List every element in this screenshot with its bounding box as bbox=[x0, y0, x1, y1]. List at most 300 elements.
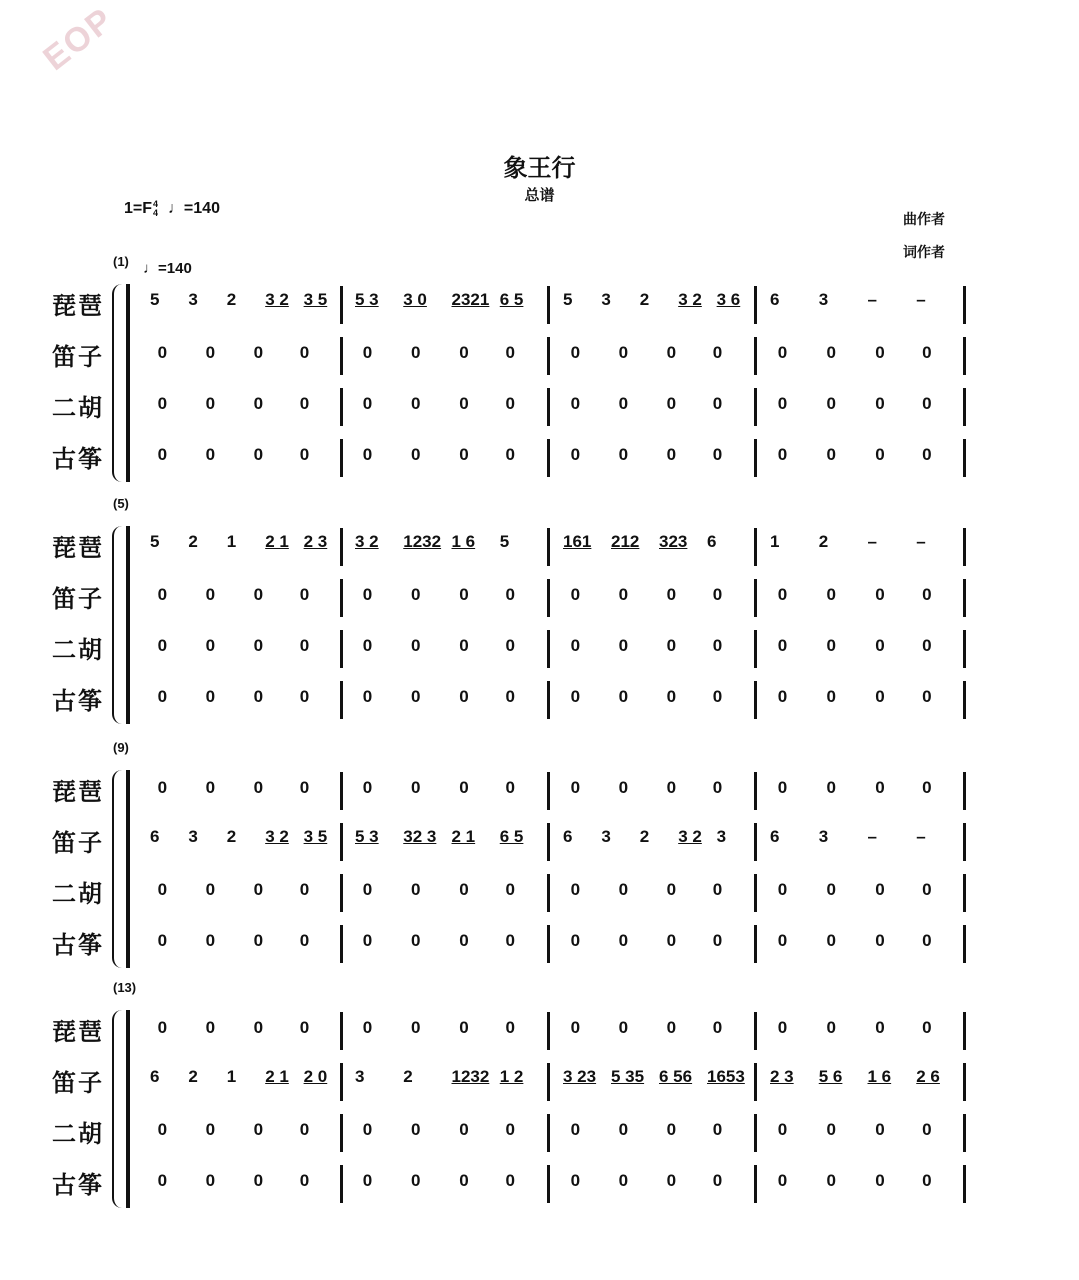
rest-note: 0 bbox=[570, 1018, 581, 1037]
barline bbox=[547, 925, 550, 963]
barline bbox=[547, 337, 550, 375]
rest-note: 0 bbox=[875, 931, 885, 950]
note: 323 bbox=[659, 532, 688, 551]
rest-note: 0 bbox=[666, 445, 677, 464]
rest-note: 0 bbox=[505, 1120, 515, 1139]
rest-note: 0 bbox=[618, 1018, 629, 1037]
rest-note: 0 bbox=[777, 931, 788, 950]
rest-note: 0 bbox=[712, 585, 723, 604]
note: – bbox=[867, 290, 877, 309]
rest-note: 0 bbox=[875, 1018, 885, 1037]
barline bbox=[754, 439, 757, 477]
instrument-label: 古筝 bbox=[52, 1170, 104, 1199]
rest-note: 0 bbox=[205, 636, 216, 655]
rest-note: 0 bbox=[157, 394, 168, 413]
barline bbox=[754, 1114, 757, 1152]
rest-note: 0 bbox=[253, 1171, 264, 1190]
instrument-label: 琵琶 bbox=[52, 533, 104, 562]
rest-note: 0 bbox=[777, 1171, 788, 1190]
rest-note: 0 bbox=[618, 585, 629, 604]
tempo-mark: ♩=140 bbox=[143, 260, 192, 277]
rest-note: 0 bbox=[666, 1171, 677, 1190]
barline bbox=[340, 925, 343, 963]
rest-note: 0 bbox=[570, 1120, 581, 1139]
barline bbox=[340, 388, 343, 426]
note: 3 2 bbox=[355, 532, 379, 551]
barline bbox=[547, 439, 550, 477]
rest-note: 0 bbox=[459, 687, 469, 706]
rest-note: 0 bbox=[505, 636, 515, 655]
note: 2 bbox=[818, 532, 829, 551]
rest-note: 0 bbox=[205, 687, 216, 706]
instrument-label: 笛子 bbox=[52, 828, 104, 857]
barline bbox=[547, 681, 550, 719]
rest-note: 0 bbox=[666, 343, 677, 362]
note: 6 bbox=[563, 827, 573, 846]
barline bbox=[547, 823, 550, 861]
note: 6 bbox=[770, 290, 780, 309]
rest-note: 0 bbox=[299, 880, 310, 899]
rest-note: 0 bbox=[618, 687, 629, 706]
barline bbox=[340, 579, 343, 617]
rest-note: 0 bbox=[205, 585, 216, 604]
rest-note: 0 bbox=[712, 687, 723, 706]
rest-note: 0 bbox=[410, 687, 421, 706]
barline bbox=[754, 388, 757, 426]
rest-note: 0 bbox=[570, 931, 581, 950]
rest-note: 0 bbox=[410, 880, 421, 899]
note: 3 23 bbox=[563, 1067, 597, 1086]
rest-note: 0 bbox=[362, 394, 373, 413]
barline bbox=[340, 772, 343, 810]
note: 2 1 bbox=[265, 532, 289, 551]
barline bbox=[340, 1063, 343, 1101]
barline bbox=[340, 286, 343, 324]
rest-note: 0 bbox=[299, 931, 310, 950]
barline bbox=[547, 630, 550, 668]
barline bbox=[963, 439, 966, 477]
rest-note: 0 bbox=[777, 343, 788, 362]
barline bbox=[963, 388, 966, 426]
rest-note: 0 bbox=[362, 1018, 373, 1037]
rest-note: 0 bbox=[157, 931, 168, 950]
rest-note: 0 bbox=[922, 778, 932, 797]
rest-note: 0 bbox=[570, 636, 581, 655]
note: 1653 bbox=[707, 1067, 745, 1086]
note: 6 5 bbox=[499, 827, 524, 846]
rest-note: 0 bbox=[826, 1120, 837, 1139]
note: 6 bbox=[707, 532, 717, 551]
rest-note: 0 bbox=[253, 343, 264, 362]
note: 2321 bbox=[451, 290, 490, 309]
note: – bbox=[916, 532, 926, 551]
rest-note: 0 bbox=[875, 394, 885, 413]
barline bbox=[754, 1012, 757, 1050]
rest-note: 0 bbox=[826, 394, 837, 413]
rest-note: 0 bbox=[505, 445, 515, 464]
rest-note: 0 bbox=[618, 1120, 629, 1139]
instrument-label: 二胡 bbox=[52, 879, 104, 908]
note: 3 bbox=[188, 827, 198, 846]
note: 5 bbox=[563, 290, 573, 309]
rest-note: 0 bbox=[362, 1171, 373, 1190]
rest-note: 0 bbox=[505, 585, 515, 604]
note: 6 56 bbox=[659, 1067, 693, 1086]
rest-note: 0 bbox=[826, 445, 837, 464]
rest-note: 0 bbox=[505, 343, 515, 362]
rest-note: 0 bbox=[459, 585, 469, 604]
measure-number: (1) bbox=[113, 254, 129, 269]
note: 6 bbox=[150, 1067, 160, 1086]
rest-note: 0 bbox=[253, 931, 264, 950]
rest-note: 0 bbox=[618, 394, 629, 413]
note: 2 bbox=[403, 1067, 413, 1086]
note: 161 bbox=[563, 532, 592, 551]
barline bbox=[340, 681, 343, 719]
note: 3 2 bbox=[678, 290, 702, 309]
rest-note: 0 bbox=[712, 1018, 723, 1037]
barline bbox=[963, 874, 966, 912]
rest-note: 0 bbox=[459, 394, 469, 413]
rest-note: 0 bbox=[157, 445, 168, 464]
rest-note: 0 bbox=[362, 778, 373, 797]
barline bbox=[340, 1012, 343, 1050]
rest-note: 0 bbox=[570, 585, 581, 604]
barline bbox=[963, 772, 966, 810]
barline bbox=[547, 1012, 550, 1050]
rest-note: 0 bbox=[875, 880, 885, 899]
note: 1 bbox=[226, 532, 237, 551]
note: 2 bbox=[639, 290, 650, 309]
barline bbox=[754, 874, 757, 912]
rest-note: 0 bbox=[459, 1171, 469, 1190]
note: 1 6 bbox=[867, 1067, 892, 1086]
rest-note: 0 bbox=[712, 1120, 723, 1139]
note: 5 35 bbox=[611, 1067, 645, 1086]
rest-note: 0 bbox=[922, 343, 932, 362]
instrument-label: 笛子 bbox=[52, 584, 104, 613]
rest-note: 0 bbox=[362, 931, 373, 950]
barline bbox=[963, 337, 966, 375]
rest-note: 0 bbox=[205, 931, 216, 950]
note: 2 0 bbox=[303, 1067, 328, 1086]
rest-note: 0 bbox=[570, 778, 581, 797]
rest-note: 0 bbox=[712, 394, 723, 413]
rest-note: 0 bbox=[299, 343, 310, 362]
rest-note: 0 bbox=[618, 636, 629, 655]
rest-note: 0 bbox=[777, 687, 788, 706]
rest-note: 0 bbox=[826, 880, 837, 899]
note: 3 2 bbox=[678, 827, 702, 846]
rest-note: 0 bbox=[157, 585, 168, 604]
rest-note: 0 bbox=[410, 394, 421, 413]
rest-note: 0 bbox=[362, 1120, 373, 1139]
rest-note: 0 bbox=[253, 687, 264, 706]
rest-note: 0 bbox=[666, 1018, 677, 1037]
system-barline bbox=[126, 284, 130, 482]
barline bbox=[754, 286, 757, 324]
rest-note: 0 bbox=[299, 636, 310, 655]
rest-note: 0 bbox=[205, 1120, 216, 1139]
barline bbox=[340, 528, 343, 566]
watermark: EOP bbox=[36, 0, 121, 79]
note: 6 bbox=[150, 827, 160, 846]
instrument-label: 笛子 bbox=[52, 342, 104, 371]
barline bbox=[963, 630, 966, 668]
rest-note: 0 bbox=[505, 880, 515, 899]
rest-note: 0 bbox=[826, 687, 837, 706]
rest-note: 0 bbox=[618, 445, 629, 464]
rest-note: 0 bbox=[875, 343, 885, 362]
rest-note: 0 bbox=[570, 687, 581, 706]
barline bbox=[547, 528, 550, 566]
barline bbox=[963, 286, 966, 324]
rest-note: 0 bbox=[299, 394, 310, 413]
rest-note: 0 bbox=[922, 931, 932, 950]
rest-note: 0 bbox=[826, 585, 837, 604]
note: 2 bbox=[226, 290, 237, 309]
rest-note: 0 bbox=[505, 778, 515, 797]
rest-note: 0 bbox=[205, 394, 216, 413]
note: 3 bbox=[818, 290, 829, 309]
instrument-label: 琵琶 bbox=[52, 291, 104, 320]
note: 3 6 bbox=[716, 290, 741, 309]
barline bbox=[963, 1165, 966, 1203]
rest-note: 0 bbox=[459, 1120, 469, 1139]
rest-note: 0 bbox=[459, 1018, 469, 1037]
note: 2 1 bbox=[265, 1067, 289, 1086]
rest-note: 0 bbox=[570, 1171, 581, 1190]
note: 3 bbox=[188, 290, 198, 309]
instrument-label: 琵琶 bbox=[52, 1017, 104, 1046]
rest-note: 0 bbox=[666, 394, 677, 413]
rest-note: 0 bbox=[299, 1120, 310, 1139]
instrument-label: 琵琶 bbox=[52, 777, 104, 806]
rest-note: 0 bbox=[570, 445, 581, 464]
rest-note: 0 bbox=[253, 636, 264, 655]
rest-note: 0 bbox=[826, 343, 837, 362]
barline bbox=[754, 823, 757, 861]
rest-note: 0 bbox=[362, 687, 373, 706]
rest-note: 0 bbox=[459, 343, 469, 362]
note: 3 bbox=[716, 827, 727, 846]
rest-note: 0 bbox=[410, 343, 421, 362]
rest-note: 0 bbox=[712, 1171, 723, 1190]
note: 3 bbox=[355, 1067, 365, 1086]
note: – bbox=[916, 827, 926, 846]
rest-note: 0 bbox=[666, 636, 677, 655]
barline bbox=[547, 1165, 550, 1203]
rest-note: 0 bbox=[505, 687, 515, 706]
barline bbox=[754, 1165, 757, 1203]
note: 3 2 bbox=[265, 827, 289, 846]
barline bbox=[340, 630, 343, 668]
barline bbox=[754, 528, 757, 566]
barline bbox=[963, 528, 966, 566]
rest-note: 0 bbox=[253, 1120, 264, 1139]
barline bbox=[963, 579, 966, 617]
tempo: ♩=140 bbox=[167, 200, 220, 218]
note: 3 0 bbox=[403, 290, 427, 309]
rest-note: 0 bbox=[157, 343, 168, 362]
rest-note: 0 bbox=[410, 1120, 421, 1139]
barline bbox=[547, 579, 550, 617]
rest-note: 0 bbox=[922, 880, 932, 899]
lyricist: 词作者 bbox=[903, 245, 945, 261]
rest-note: 0 bbox=[410, 445, 421, 464]
note: 3 bbox=[601, 290, 611, 309]
instrument-label: 二胡 bbox=[52, 635, 104, 664]
barline bbox=[754, 579, 757, 617]
rest-note: 0 bbox=[157, 778, 168, 797]
rest-note: 0 bbox=[410, 931, 421, 950]
note: 2 6 bbox=[916, 1067, 940, 1086]
note: 6 bbox=[770, 827, 780, 846]
barline bbox=[340, 874, 343, 912]
barline bbox=[547, 1063, 550, 1101]
note: 3 bbox=[601, 827, 611, 846]
rest-note: 0 bbox=[362, 445, 373, 464]
rest-note: 0 bbox=[299, 687, 310, 706]
rest-note: 0 bbox=[505, 931, 515, 950]
rest-note: 0 bbox=[712, 931, 723, 950]
measure-number: (13) bbox=[113, 980, 137, 995]
rest-note: 0 bbox=[666, 778, 677, 797]
note: 6 5 bbox=[499, 290, 524, 309]
rest-note: 0 bbox=[618, 778, 629, 797]
barline bbox=[547, 874, 550, 912]
barline bbox=[963, 925, 966, 963]
note: 212 bbox=[611, 532, 640, 551]
rest-note: 0 bbox=[459, 880, 469, 899]
rest-note: 0 bbox=[666, 880, 677, 899]
rest-note: 0 bbox=[410, 585, 421, 604]
rest-note: 0 bbox=[777, 1120, 788, 1139]
measure-number: (5) bbox=[113, 496, 129, 511]
rest-note: 0 bbox=[570, 880, 581, 899]
brace-icon bbox=[112, 770, 124, 968]
rest-note: 0 bbox=[618, 880, 629, 899]
rest-note: 0 bbox=[205, 1171, 216, 1190]
note: 2 bbox=[639, 827, 650, 846]
rest-note: 0 bbox=[253, 1018, 264, 1037]
rest-note: 0 bbox=[777, 778, 788, 797]
rest-note: 0 bbox=[618, 1171, 629, 1190]
score-title: 象王行 bbox=[503, 153, 576, 182]
note: 2 3 bbox=[770, 1067, 794, 1086]
brace-icon bbox=[112, 526, 124, 724]
rest-note: 0 bbox=[826, 931, 837, 950]
rest-note: 0 bbox=[299, 1018, 310, 1037]
composer: 曲作者 bbox=[903, 212, 945, 228]
note: 1232 bbox=[451, 1067, 490, 1086]
rest-note: 0 bbox=[253, 445, 264, 464]
system-barline bbox=[126, 526, 130, 724]
barline bbox=[340, 1165, 343, 1203]
rest-note: 0 bbox=[362, 585, 373, 604]
rest-note: 0 bbox=[410, 1018, 421, 1037]
note: 32 3 bbox=[403, 827, 437, 846]
note: 5 bbox=[150, 532, 160, 551]
rest-note: 0 bbox=[570, 394, 581, 413]
barline bbox=[340, 337, 343, 375]
key: 1=F bbox=[124, 200, 153, 218]
rest-note: 0 bbox=[459, 931, 469, 950]
rest-note: 0 bbox=[826, 1018, 837, 1037]
note: 2 bbox=[188, 1067, 198, 1086]
barline bbox=[963, 681, 966, 719]
note: 3 2 bbox=[265, 290, 289, 309]
instrument-label: 笛子 bbox=[52, 1068, 104, 1097]
rest-note: 0 bbox=[253, 778, 264, 797]
rest-note: 0 bbox=[777, 585, 788, 604]
rest-note: 0 bbox=[205, 343, 216, 362]
rest-note: 0 bbox=[666, 1120, 677, 1139]
rest-note: 0 bbox=[362, 343, 373, 362]
rest-note: 0 bbox=[922, 1120, 932, 1139]
barline bbox=[754, 630, 757, 668]
note: 3 5 bbox=[303, 290, 328, 309]
barline bbox=[340, 439, 343, 477]
barline bbox=[754, 1063, 757, 1101]
rest-note: 0 bbox=[157, 1120, 168, 1139]
rest-note: 0 bbox=[875, 585, 885, 604]
rest-note: 0 bbox=[459, 778, 469, 797]
rest-note: 0 bbox=[570, 343, 581, 362]
rest-note: 0 bbox=[410, 1171, 421, 1190]
brace-icon bbox=[112, 284, 124, 482]
rest-note: 0 bbox=[505, 1018, 515, 1037]
note: 5 3 bbox=[355, 827, 379, 846]
instrument-label: 古筝 bbox=[52, 444, 104, 473]
rest-note: 0 bbox=[157, 880, 168, 899]
note: 2 bbox=[226, 827, 237, 846]
note: 3 bbox=[818, 827, 829, 846]
key-signature bbox=[124, 200, 220, 218]
barline bbox=[547, 1114, 550, 1152]
rest-note: 0 bbox=[253, 880, 264, 899]
rest-note: 0 bbox=[362, 636, 373, 655]
rest-note: 0 bbox=[777, 880, 788, 899]
note: 5 3 bbox=[355, 290, 379, 309]
note: 3 5 bbox=[303, 827, 328, 846]
rest-note: 0 bbox=[410, 778, 421, 797]
rest-note: 0 bbox=[922, 687, 932, 706]
note: 2 3 bbox=[303, 532, 328, 551]
note: 2 1 bbox=[451, 827, 476, 846]
rest-note: 0 bbox=[666, 931, 677, 950]
rest-note: 0 bbox=[875, 1171, 885, 1190]
rest-note: 0 bbox=[205, 880, 216, 899]
barline bbox=[547, 772, 550, 810]
barline bbox=[754, 337, 757, 375]
note: 1 2 bbox=[499, 1067, 524, 1086]
instrument-label: 古筝 bbox=[52, 686, 104, 715]
rest-note: 0 bbox=[922, 1018, 932, 1037]
barline bbox=[547, 286, 550, 324]
rest-note: 0 bbox=[777, 445, 788, 464]
rest-note: 0 bbox=[875, 778, 885, 797]
barline bbox=[754, 681, 757, 719]
rest-note: 0 bbox=[459, 445, 469, 464]
rest-note: 0 bbox=[875, 1120, 885, 1139]
barline bbox=[963, 1114, 966, 1152]
time-signature: 4 4 bbox=[153, 199, 159, 218]
note: – bbox=[867, 532, 877, 551]
instrument-label: 二胡 bbox=[52, 1119, 104, 1148]
rest-note: 0 bbox=[157, 636, 168, 655]
barline bbox=[754, 925, 757, 963]
